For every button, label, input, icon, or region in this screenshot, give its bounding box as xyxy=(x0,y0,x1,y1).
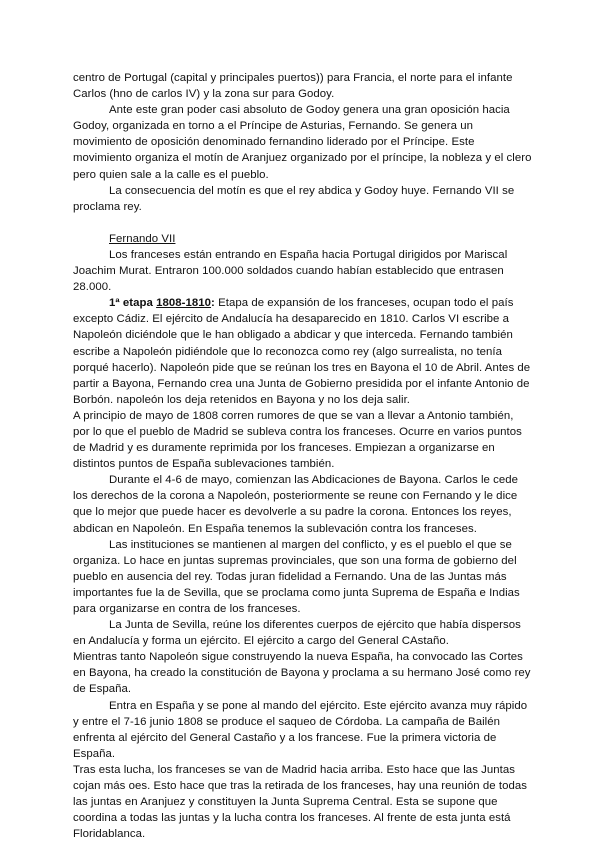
document-page xyxy=(73,70,533,842)
stage-text: Etapa de expansión de los franceses, ocupan todo el país excepto Cádiz. El ejército de Andalucía ha desaparecido en 1810. Carlos VI escribe a Napoleón diciéndole que le han obligado a abdicar y que interceda. Fernando también escribe a Napoleón pidiéndole que lo reconozca como rey (algo surrealista, no tenía porqué hacerlo). Napoleón pide que se reúnan los tres en Bayona el 10 de Abril. Antes de partir a Bayona, Fernando crea una Junta de Gobierno presidida por el infante Antonio de Borbón. napoleón los deja retenidos en Bayona y no los deja salir. xyxy=(73,297,531,406)
paragraph-11: Entra en España y se pone al mando del ejército. Este ejército avanza muy rápido y entre el 7-16 junio 1808 se produce el saqueo de Córdoba. La campaña de Bailén enfrenta al ejército del General Castaño y a los francese. Fue la primera victoria de España. xyxy=(73,699,528,760)
paragraph-8: Las instituciones se mantienen al margen del conflicto, y es el pueblo el que se organiza. Lo hace en juntas supremas provinciales, que son una forma de gobierno del pueblo en ausencia del rey. Todas juran fidelidad a Fernando. Una de las Juntas más importantes fue la de Sevilla, que se proclama como junta Suprema de España e Indias para organizarse en contra de los franceses. xyxy=(73,538,520,615)
section-heading: Fernando VII xyxy=(109,232,176,245)
paragraph-7: Durante el 4-6 de mayo, comienzan las Abdicaciones de Bayona. Carlos le cede los derechos de la corona a Napoleón, posteriormente se reune con Fernando y le dice que lo mejor que puede hacer es devolverle a su padre la corona. Entonces los reyes, abdican en Napoleón. En España tenemos la sublevación contra los franceses. xyxy=(73,474,519,535)
paragraph-9: La Junta de Sevilla, reúne los diferentes cuerpos de ejército que había dispersos en Andalucía y forma un ejército. El ejército a cargo del General CAstaño. xyxy=(73,619,521,648)
paragraph-12: Tras esta lucha, los franceses se van de Madrid hacia arriba. Esto hace que las Juntas cojan más oes. Esto hace que tras la retirada de los franceses, hay una reunión de todas las juntas en Aranjuez y constituyen la Junta Suprema Central. Esta se supone que coordina a todas las juntas y la lucha contra los franceses. Al frente de esta junta está Floridablanca. xyxy=(73,763,527,841)
stage-years: 1808-1810 xyxy=(156,297,212,310)
paragraph-5 xyxy=(73,295,533,408)
paragraph-3: La consecuencia del motín es que el rey abdica y Godoy huye. Fernando VII se proclama rey. xyxy=(73,184,515,213)
paragraph-1: centro de Portugal (capital y principales puertos)) para Francia, el norte para el infante Carlos (hno de carlos IV) y la zona sur para Godoy. xyxy=(73,72,513,101)
paragraph-10: Mientras tanto Napoleón sigue construyendo la nueva España, ha convocado las Cortes en Bayona, ha creado la constitución de Bayona y proclama a su hermano José como rey de España. xyxy=(73,651,531,696)
stage-colon: : xyxy=(211,297,215,310)
paragraph-6: A principio de mayo de 1808 corren rumores de que se van a llevar a Antonio también, por lo que el pueblo de Madrid se subleva contra los franceses. Ocurre en varios puntos de Madrid y es duramente reprimida por los franceses. Empiezan a organizarse en distintos puntos de España sublevaciones también. xyxy=(73,409,522,471)
paragraph-4: Los franceses están entrando en España hacia Portugal dirigidos por Mariscal Joachim Murat. Entraron 100.000 soldados cuando habían establecido que entrasen 28.000. xyxy=(73,248,508,294)
paragraph-2: Ante este gran poder casi absoluto de Godoy genera una gran oposición hacia Godoy, organizada en torno a el Príncipe de Asturias, Fernando. Se genera un movimiento de oposición denominado fernandino liderado por el Príncipe. Este movimiento organiza el motín de Aranjuez organizado por el príncipe, la nobleza y el clero pero quien sale a la calle es el pueblo. xyxy=(73,104,532,181)
stage-label: 1ª etapa xyxy=(109,297,153,310)
